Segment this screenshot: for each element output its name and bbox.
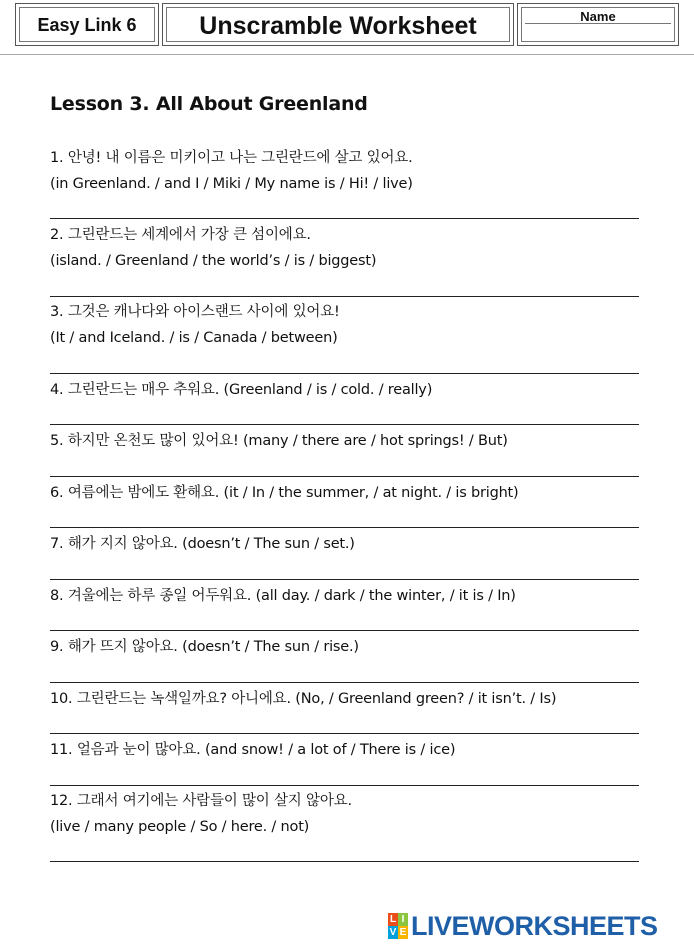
question-12 — [50, 788, 650, 840]
question-3-korean: 3. 그것은 캐나다와 아이스랜드 사이에 있어요! — [50, 304, 340, 320]
answer-line-10[interactable] — [50, 733, 639, 734]
question-12-korean: 12. 그래서 여기에는 사람들이 많이 살지 않아요. — [50, 793, 352, 809]
question-2-words: (island. / Greenland / the world’s / is / biggest) — [50, 253, 377, 269]
liveworksheets-logo — [388, 912, 658, 940]
logo-letter-i: I — [398, 913, 408, 926]
question-1 — [50, 145, 650, 197]
question-3 — [50, 299, 650, 351]
answer-line-9[interactable] — [50, 682, 639, 683]
answer-line-2[interactable] — [50, 296, 639, 297]
question-1-words: (in Greenland. / and I / Miki / My name is / Hi! / live) — [50, 176, 413, 192]
question-7 — [50, 531, 650, 557]
lesson-title: Lesson 3. All About Greenland — [50, 93, 368, 115]
answer-line-3[interactable] — [50, 373, 639, 374]
header-divider — [0, 54, 694, 55]
answer-line-11[interactable] — [50, 785, 639, 786]
question-3-words: (It / and Iceland. / is / Canada / between) — [50, 330, 338, 346]
title-box-inner — [166, 7, 510, 42]
question-8 — [50, 583, 650, 609]
question-1-korean: 1. 안녕! 내 이름은 미키이고 나는 그린란드에 살고 있어요. — [50, 150, 413, 166]
answer-line-6[interactable] — [50, 527, 639, 528]
question-9-text: 9. 해가 뜨지 않아요. (doesn’t / The sun / rise.) — [50, 639, 359, 655]
name-label: Name — [580, 9, 616, 24]
logo-letter-v: V — [389, 927, 397, 938]
question-10-text: 10. 그린란드는 녹색일까요? 아니에요. (No, / Greenland green? / it isn’t. / Is) — [50, 691, 557, 707]
answer-line-5[interactable] — [50, 476, 639, 477]
logo-letter-e: E — [399, 927, 407, 938]
logo-letter-l: L — [389, 914, 397, 925]
question-8-text: 8. 겨울에는 하루 종일 어두워요. (all day. / dark / the winter, / it is / In) — [50, 588, 516, 604]
question-7-text: 7. 해가 지지 않아요. (doesn’t / The sun / set.) — [50, 536, 355, 552]
question-10 — [50, 686, 650, 712]
question-2-korean: 2. 그린란드는 세계에서 가장 큰 섬이에요. — [50, 227, 311, 243]
level-box-inner — [19, 7, 155, 42]
level-box — [15, 3, 159, 46]
answer-line-7[interactable] — [50, 579, 639, 580]
name-box[interactable] — [517, 3, 679, 46]
question-12-words: (live / many people / So / here. / not) — [50, 819, 310, 835]
level-label: Easy Link 6 — [37, 15, 137, 35]
worksheet-title: Unscramble Worksheet — [199, 12, 477, 40]
answer-line-8[interactable] — [50, 630, 639, 631]
answer-line-12[interactable] — [50, 861, 639, 862]
question-9 — [50, 634, 650, 660]
question-11-text: 11. 얼음과 눈이 많아요. (and snow! / a lot of / There is / ice) — [50, 742, 456, 758]
question-4 — [50, 377, 650, 403]
question-6 — [50, 480, 650, 506]
question-6-text: 6. 여름에는 밤에도 환해요. (it / In / the summer, / at night. / is bright) — [50, 485, 519, 501]
answer-line-1[interactable] — [50, 218, 639, 219]
liveworksheets-logo-icon — [388, 913, 408, 939]
answer-line-4[interactable] — [50, 424, 639, 425]
title-box — [162, 3, 514, 46]
name-divider — [525, 23, 671, 24]
question-2 — [50, 222, 650, 274]
name-box-inner[interactable] — [521, 7, 675, 42]
question-5 — [50, 428, 650, 454]
question-5-text: 5. 하지만 온천도 많이 있어요! (many / there are / hot springs! / But) — [50, 433, 508, 449]
liveworksheets-logo-text: LIVEWORKSHEETS — [411, 910, 658, 941]
question-4-text: 4. 그린란드는 매우 추워요. (Greenland / is / cold. / really) — [50, 382, 433, 398]
question-11 — [50, 737, 650, 763]
